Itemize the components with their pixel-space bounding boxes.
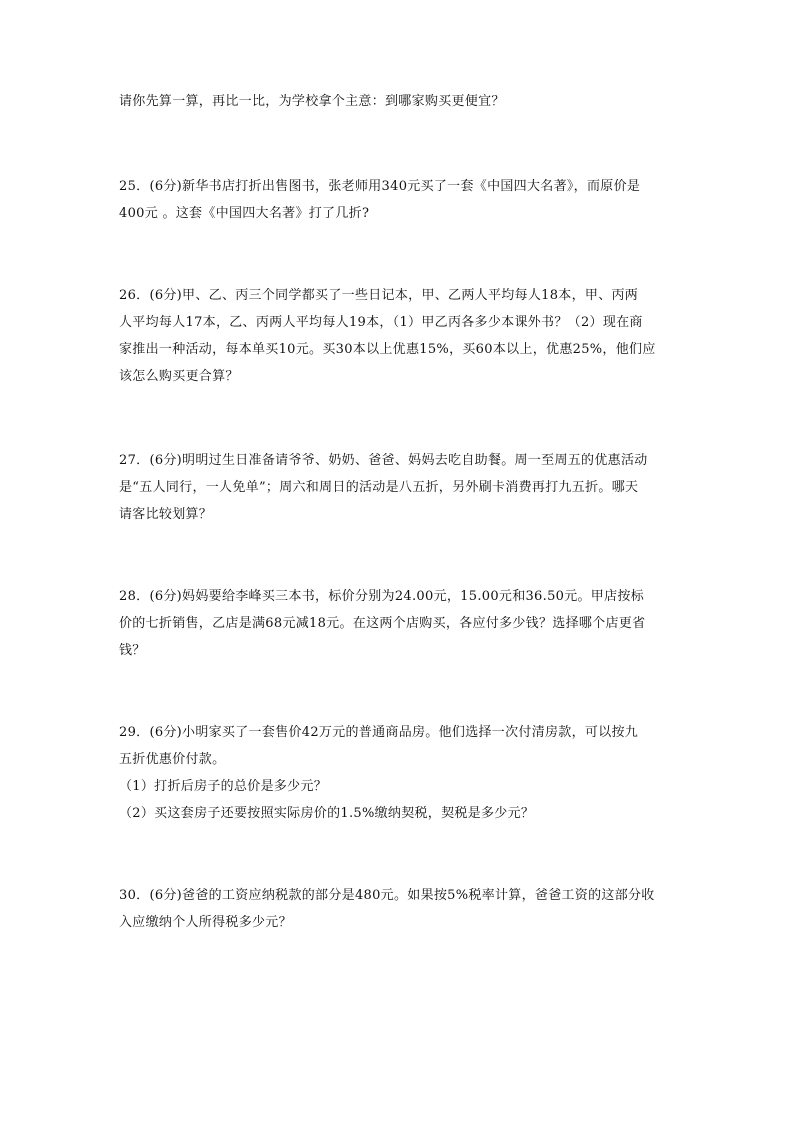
question-28 [119,583,684,664]
q29-line-2: 五折优惠价付款。 [119,752,226,767]
question-26 [119,282,684,390]
question-30 [119,882,684,936]
q25-line-2: 400元 。这套《中国四大名著》打了几折? [119,206,370,221]
q30-line-1: 30．(6分)爸爸的工资应纳税款的部分是480元。如果按5%税率计算，爸爸工资的这部分收 [119,888,655,903]
q29-line-3: （1）打折后房子的总价是多少元？ [119,779,328,794]
q28-line-1: 28．(6分)妈妈要给李峰买三本书，标价分别为24.00元，15.00元和36.50元。甲店按标 [119,589,645,604]
question-29 [119,719,684,827]
q26-line-1: 26．(6分)甲、乙、丙三个同学都买了一些日记本，甲、乙两人平均每人18本，甲、丙两 [119,288,639,303]
q27-line-3: 请客比较划算？ [119,507,213,522]
q28-line-3: 钱？ [119,643,146,658]
q27-line-2: 是“五人同行，一人免单”；周六和周日的活动是八五折，另外刷卡消费再打九五折。哪天 [119,480,639,495]
q26-line-4: 该怎么购买更合算？ [119,369,239,384]
intro-paragraph [119,88,684,115]
q25-line-1: 25．(6分)新华书店打折出售图书，张老师用340元买了一套《中国四大名著》，而原价是 [119,179,641,194]
q28-line-2: 价的七折销售，乙店是满68元减18元。在这两个店购买，各应付多少钱？选择哪个店更省 [119,616,646,631]
q29-line-1: 29．(6分)小明家买了一套售价42万元的普通商品房。他们选择一次付清房款，可以按九 [119,725,639,740]
question-27 [119,447,684,528]
intro-line-1: 请你先算一算，再比一比，为学校拿个主意：到哪家购买更便宜？ [119,94,505,109]
q27-line-1: 27．(6分)明明过生日准备请爷爷、奶奶、爸爸、妈妈去吃自助餐。周一至周五的优惠活动 [119,453,648,468]
q30-line-2: 入应缴纳个人所得税多少元？ [119,915,292,930]
q26-line-3: 家推出一种活动，每本单买10元。买30本以上优惠15%，买60本以上，优惠25%，他们应 [119,342,656,357]
q26-line-2: 人平均每人17本，乙、丙两人平均每人19本，（1）甲乙丙各多少本课外书？（2）现在商 [119,315,643,330]
question-25 [119,173,684,227]
q29-line-4: （2）买这套房子还要按照实际房价的1.5%缴纳契税，契税是多少元？ [119,806,535,821]
